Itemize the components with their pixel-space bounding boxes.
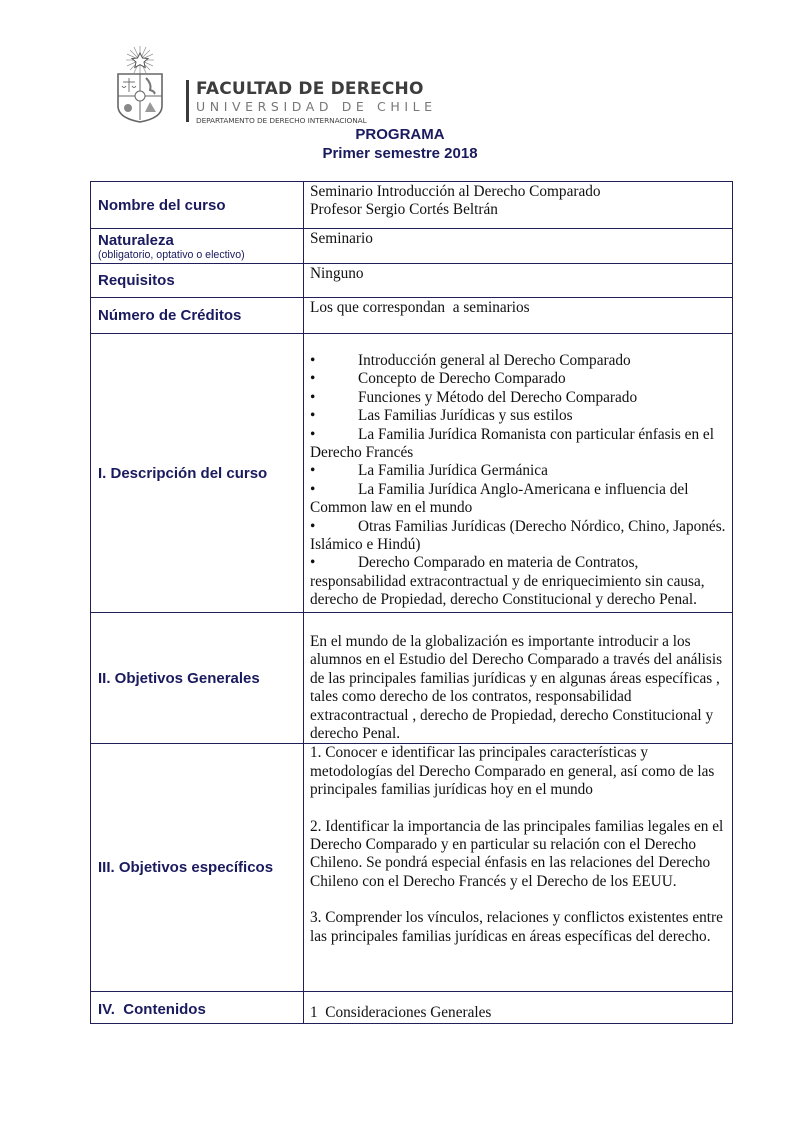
description-item <box>310 407 728 425</box>
description-item-text: Funciones y Método del Derecho Comparado <box>358 388 638 406</box>
faculty-logo <box>108 44 437 128</box>
heading-semester: Primer semestre 2018 <box>322 145 478 162</box>
label-naturaleza-hint: (obligatorio, optativo o electivo) <box>98 249 245 261</box>
label-naturaleza-cell <box>91 229 304 264</box>
description-item <box>310 352 728 370</box>
specific-objective-1: 1. Conocer e identificar las principales características y metodologías del Derecho Comparado en general, así como de las principales familias jurídicas hoy en el mundo <box>310 744 715 799</box>
row-contenidos <box>91 992 733 1024</box>
description-item-text: Las Familias Jurídicas y sus estilos <box>358 407 573 425</box>
value-contenidos <box>304 992 733 1024</box>
description-item <box>310 389 728 407</box>
row-objetivos-generales <box>91 613 733 744</box>
value-objetivos-generales: En el mundo de la globalización es importante introducir a los alumnos en el Estudio del Derecho Comparado a través del análisis de las principales familias jurídicas y en algunas áreas específicas , tales como derecho de los contratos, responsabilidad extracontractual , derecho de Propiedad, derecho Constitucional y derecho Penal. <box>304 613 733 744</box>
label-creditos: Número de Créditos <box>91 298 304 334</box>
description-item-text: Concepto de Derecho Comparado <box>358 370 566 388</box>
university-crest-icon <box>112 44 168 124</box>
row-descripcion <box>91 334 733 613</box>
value-requisitos: Ninguno <box>304 264 733 298</box>
description-item <box>310 554 728 609</box>
specific-objective-3: 3. Comprender los vínculos, relaciones y conflictos existentes entre las principales familias jurídicas en áreas específicas del derecho. <box>310 909 723 945</box>
description-item <box>310 426 728 463</box>
bullet-icon: • <box>310 517 316 535</box>
description-item-text: Otras Familias Jurídicas (Derecho Nórdico, Chino, Japonés. Islámico e Hindú) <box>310 517 726 554</box>
logo-text <box>196 79 437 127</box>
bullet-icon: • <box>310 462 316 480</box>
program-table <box>90 181 733 1024</box>
document-heading <box>0 125 800 163</box>
value-objetivos-especificos <box>304 744 733 992</box>
value-nombre <box>304 182 733 229</box>
description-item-text: La Familia Jurídica Romanista con particular énfasis en el Derecho Francés <box>310 425 714 462</box>
row-creditos <box>91 298 733 334</box>
bullet-icon: • <box>310 352 316 369</box>
heading-title: PROGRAMA <box>355 126 445 143</box>
row-nombre <box>91 182 733 229</box>
description-item-text: Derecho Comparado en materia de Contratos, responsabilidad extracontractual y de enriquecimiento sin causa, derecho de Propiedad, derecho Constitucional y derecho Penal. <box>310 554 705 609</box>
label-descripcion: I. Descripción del curso <box>91 334 304 613</box>
logo-title: FACULTAD DE DERECHO <box>196 79 424 99</box>
label-objetivos-generales: II. Objetivos Generales <box>91 613 304 744</box>
row-naturaleza <box>91 229 733 264</box>
value-descripcion <box>304 334 733 613</box>
value-naturaleza: Seminario <box>304 229 733 264</box>
description-item <box>310 462 728 480</box>
value-creditos: Los que correspondan a seminarios <box>304 298 733 334</box>
description-item-text: La Familia Jurídica Anglo-Americana e influencia del Common law en el mundo <box>310 480 689 517</box>
bullet-icon: • <box>310 370 316 388</box>
description-item-text: Introducción general al Derecho Comparado <box>358 352 631 369</box>
bullet-icon: • <box>310 425 316 443</box>
description-list <box>310 352 728 610</box>
bullet-icon: • <box>310 407 316 425</box>
logo-divider <box>186 80 189 122</box>
logo-subtitle: UNIVERSIDAD DE CHILE <box>196 99 437 114</box>
label-objetivos-especificos: III. Objetivos específicos <box>91 744 304 992</box>
bullet-icon: • <box>310 480 316 498</box>
bullet-icon: • <box>310 388 316 406</box>
bullet-icon: • <box>310 554 316 572</box>
row-objetivos-especificos <box>91 744 733 992</box>
logo-department: DEPARTAMENTO DE DERECHO INTERNACIONAL <box>196 116 367 125</box>
label-nombre: Nombre del curso <box>91 182 304 229</box>
content-item-1: 1 Consideraciones Generales <box>310 1004 492 1022</box>
course-professor: Profesor Sergio Cortés Beltrán <box>310 201 498 219</box>
specific-objective-2: 2. Identificar la importancia de las principales familias legales en el Derecho Comparado y en particular su relación con el Derecho Chileno. Se pondrá especial énfasis en las relaciones del Derecho Chileno con el Derecho Francés y el Derecho de los EEUU. <box>310 817 724 890</box>
label-naturaleza: Naturaleza <box>98 232 174 249</box>
description-item <box>310 518 728 555</box>
description-item <box>310 481 728 518</box>
description-item-text: La Familia Jurídica Germánica <box>358 462 548 480</box>
label-requisitos: Requisitos <box>91 264 304 298</box>
label-contenidos <box>91 992 304 1024</box>
label-contenidos-text: IV. Contenidos <box>98 1001 206 1019</box>
description-item <box>310 370 728 388</box>
course-name: Seminario Introducción al Derecho Comparado <box>310 183 601 200</box>
row-requisitos <box>91 264 733 298</box>
